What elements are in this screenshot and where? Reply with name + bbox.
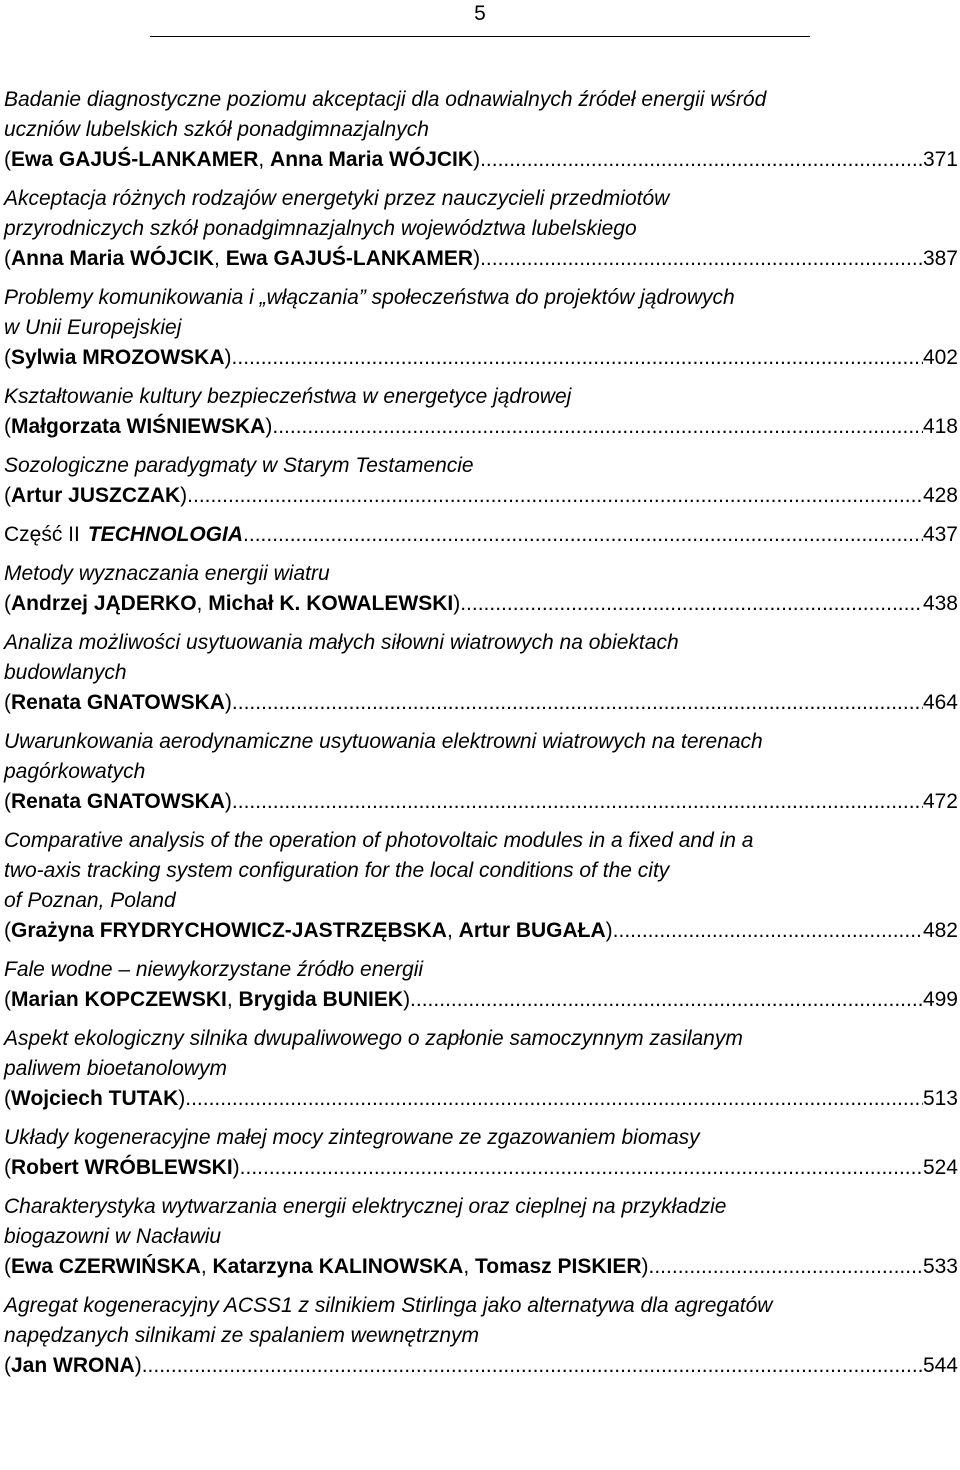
dot-leader bbox=[243, 520, 923, 550]
toc-entry bbox=[4, 451, 958, 511]
toc-entry-page-number: 418 bbox=[922, 415, 958, 438]
toc-entry-title-line: Metody wyznaczania energii wiatru bbox=[4, 562, 330, 585]
toc-entry bbox=[4, 283, 958, 373]
toc-entry-title-line: Układy kogeneracyjne małej mocy zintegrowane ze zgazowaniem biomasy bbox=[4, 1126, 700, 1149]
toc-entry-title-line: Uwarunkowania aerodynamiczne usytuowania elektrowni wiatrowych na terenach bbox=[4, 730, 763, 753]
toc-entry-reference-line bbox=[4, 787, 958, 817]
dot-leader bbox=[232, 343, 923, 373]
part-title: TECHNOLOGIA bbox=[87, 523, 244, 546]
toc-entry-reference-line bbox=[4, 1084, 958, 1114]
toc-entry bbox=[4, 628, 958, 718]
toc-entry-title-line: Charakterystyka wytwarzania energii elektrycznej oraz cieplnej na przykładzie bbox=[4, 1195, 727, 1218]
dot-leader bbox=[142, 1351, 923, 1381]
toc-entry-title-line: Problemy komunikowania i „włączania” społeczeństwa do projektów jądrowych bbox=[4, 286, 735, 309]
toc-entry-title-line: paliwem bioetanolowym bbox=[4, 1057, 227, 1080]
toc-entry-title-line: Kształtowanie kultury bezpieczeństwa w energetyce jądrowej bbox=[4, 385, 572, 408]
toc-entry-page-number: 524 bbox=[922, 1156, 958, 1179]
toc-entry bbox=[4, 85, 958, 175]
toc-entry-title-line: Comparative analysis of the operation of photovoltaic modules in a fixed and in a bbox=[4, 829, 754, 852]
toc-entry bbox=[4, 826, 958, 946]
toc-entry-reference-line bbox=[4, 688, 958, 718]
dot-leader bbox=[240, 1153, 923, 1183]
toc-entry-authors: (Andrzej JĄDERKO, Michał K. KOWALEWSKI) bbox=[4, 592, 461, 615]
dot-leader bbox=[272, 412, 923, 442]
dot-leader bbox=[232, 688, 923, 718]
toc-entry-page-number: 387 bbox=[922, 247, 958, 270]
toc-entry-title-line: Agregat kogeneracyjny ACSS1 z silnikiem Stirlinga jako alternatywa dla agregatów bbox=[4, 1294, 773, 1317]
toc-entry-reference-line bbox=[4, 1252, 958, 1282]
toc-entry-authors: (Marian KOPCZEWSKI, Brygida BUNIEK). bbox=[4, 988, 416, 1011]
toc-entry-authors: (Anna Maria WÓJCIK, Ewa GAJUŚ-LANKAMER) bbox=[4, 247, 481, 270]
toc-entry-title-line: uczniów lubelskich szkół ponadgimnazjalnych bbox=[4, 118, 429, 141]
toc-part-heading bbox=[4, 520, 958, 550]
toc-entry-authors: (Sylwia MROZOWSKA) bbox=[4, 346, 232, 369]
toc-entry-title-line: Badanie diagnostyczne poziomu akceptacji dla odnawialnych źródeł energii wśród bbox=[4, 88, 767, 111]
toc-entry-reference-line bbox=[4, 481, 958, 511]
toc-entry-reference-line bbox=[4, 589, 958, 619]
toc-entry-page-number: 544 bbox=[922, 1354, 958, 1377]
toc-entry-title-line: Akceptacja różnych rodzajów energetyki przez nauczycieli przedmiotów bbox=[4, 187, 670, 210]
toc-entry-reference-line bbox=[4, 412, 958, 442]
toc-entry-page-number: 464 bbox=[922, 691, 958, 714]
toc-entry-authors: (Małgorzata WIŚNIEWSKA) bbox=[4, 415, 273, 438]
toc-entry-page-number: 499 bbox=[922, 988, 958, 1011]
toc-entry bbox=[4, 727, 958, 817]
toc-entry-title-line: biogazowni w Nacławiu bbox=[4, 1225, 222, 1248]
toc-entry bbox=[4, 382, 958, 442]
toc-entry-title-line: Aspekt ekologiczny silnika dwupaliwowego o zapłonie samoczynnym zasilanym bbox=[4, 1027, 743, 1050]
table-of-contents bbox=[4, 85, 958, 1390]
toc-entry-title-line: of Poznan, Poland bbox=[4, 889, 176, 912]
toc-entry-page-number: 371 bbox=[922, 148, 958, 171]
toc-entry-authors: (Jan WRONA) bbox=[4, 1354, 142, 1377]
toc-entry bbox=[4, 1192, 958, 1282]
toc-entry-title-line: budowlanych bbox=[4, 661, 127, 684]
toc-entry-authors: (Wojciech TUTAK) bbox=[4, 1087, 186, 1110]
toc-entry-page-number: 533 bbox=[922, 1255, 958, 1278]
toc-entry-authors: (Robert WRÓBLEWSKI) bbox=[4, 1156, 240, 1179]
toc-entry bbox=[4, 559, 958, 619]
dot-leader bbox=[416, 985, 923, 1015]
toc-entry-title-line: napędzanych silnikami ze spalaniem wewnętrznym bbox=[4, 1324, 480, 1347]
toc-entry-page-number: 513 bbox=[922, 1087, 958, 1110]
toc-entry-page-number: 428 bbox=[922, 484, 958, 507]
toc-entry-authors: (Ewa CZERWIŃSKA, Katarzyna KALINOWSKA, Tomasz PISKIER) bbox=[4, 1255, 649, 1278]
toc-entry-title-line: Sozologiczne paradygmaty w Starym Testamencie bbox=[4, 454, 474, 477]
toc-entry bbox=[4, 184, 958, 274]
toc-entry-reference-line bbox=[4, 916, 958, 946]
toc-entry-title-line: przyrodniczych szkół ponadgimnazjalnych województwa lubelskiego bbox=[4, 217, 637, 240]
toc-entry-authors: (Renata GNATOWSKA) bbox=[4, 691, 232, 714]
part-label: Część II bbox=[4, 523, 80, 546]
toc-entry-reference-line bbox=[4, 985, 958, 1015]
page-number: 5 bbox=[474, 2, 486, 25]
toc-entry-page-number: 438 bbox=[922, 592, 958, 615]
toc-entry-reference-line bbox=[4, 145, 958, 175]
toc-entry bbox=[4, 1291, 958, 1381]
toc-entry-title-line: Fale wodne – niewykorzystane źródło energii bbox=[4, 958, 424, 981]
toc-entry-page-number: 482 bbox=[922, 919, 958, 942]
header-rule bbox=[150, 36, 810, 37]
toc-entry-reference-line bbox=[4, 244, 958, 274]
toc-entry-authors: (Renata GNATOWSKA) bbox=[4, 790, 232, 813]
toc-entry-authors: (Artur JUSZCZAK) bbox=[4, 484, 188, 507]
toc-entry bbox=[4, 1123, 958, 1183]
dot-leader bbox=[480, 145, 923, 175]
dot-leader bbox=[232, 787, 923, 817]
toc-entry-page-number: 437 bbox=[922, 523, 958, 546]
toc-entry bbox=[4, 1024, 958, 1114]
toc-entry-authors: (Ewa GAJUŚ-LANKAMER, Anna Maria WÓJCIK) bbox=[4, 148, 481, 171]
dot-leader bbox=[480, 244, 923, 274]
dot-leader bbox=[187, 481, 923, 511]
dot-leader bbox=[460, 589, 923, 619]
dot-leader bbox=[185, 1084, 923, 1114]
toc-entry-reference-line bbox=[4, 520, 958, 550]
toc-entry-reference-line bbox=[4, 1351, 958, 1381]
dot-leader bbox=[649, 1252, 923, 1282]
toc-entry-authors: (Grażyna FRYDRYCHOWICZ-JASTRZĘBSKA, Artur BUGAŁA) bbox=[4, 919, 613, 942]
toc-entry-title-line: two-axis tracking system configuration for the local conditions of the city bbox=[4, 859, 670, 882]
toc-entry-page-number: 472 bbox=[922, 790, 958, 813]
dot-leader bbox=[613, 916, 923, 946]
toc-entry-title-line: pagórkowatych bbox=[4, 760, 146, 783]
toc-entry-reference-line bbox=[4, 343, 958, 373]
toc-entry-reference-line bbox=[4, 1153, 958, 1183]
toc-entry-page-number: 402 bbox=[922, 346, 958, 369]
toc-entry-title-line: Analiza możliwości usytuowania małych siłowni wiatrowych na obiektach bbox=[4, 631, 679, 654]
toc-entry-title-line: w Unii Europejskiej bbox=[4, 316, 182, 339]
toc-entry bbox=[4, 955, 958, 1015]
